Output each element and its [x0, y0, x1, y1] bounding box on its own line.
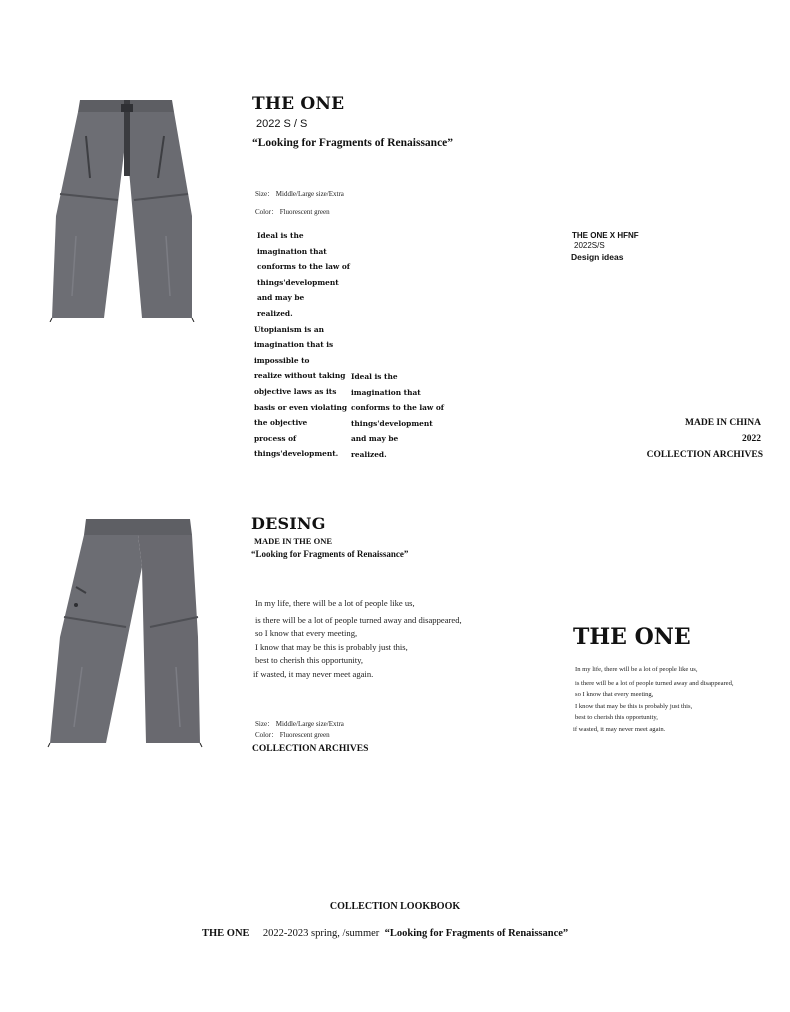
poem-block	[255, 597, 462, 682]
text-line: Utopianism is an	[254, 324, 324, 334]
text-line: things'development.	[254, 449, 339, 459]
made-in-the-one-label: MADE IN THE ONE	[254, 536, 333, 546]
text-line: things'development	[351, 418, 433, 428]
archives-label-2: COLLECTION ARCHIVES	[252, 744, 369, 754]
ideal-paragraph-right	[351, 369, 444, 463]
text-line: impossible to	[254, 355, 310, 365]
poem-line: I know that may be this is probably just this,	[575, 702, 693, 710]
brand-title: THE ONE	[252, 94, 345, 114]
poem-line: is there will be a lot of people turned away and disappeared,	[255, 614, 462, 625]
poem-line: if wasted, it may never meet again.	[573, 725, 666, 733]
pants-product-image-side	[46, 517, 204, 749]
text-line: realized.	[351, 449, 387, 459]
year-label: 2022	[742, 434, 761, 444]
design-title: DESING	[251, 514, 326, 533]
text-line: imagination that is	[254, 340, 334, 350]
poem-line: best to cherish this opportunity,	[575, 714, 658, 722]
text-line: conforms to the law of	[257, 262, 350, 272]
pants-product-image-front	[46, 96, 198, 322]
color-line-2: Color： Fluorescent green	[255, 731, 330, 739]
text-line: things'development	[257, 277, 339, 287]
text-line: Ideal is the	[257, 231, 304, 240]
size-line: Size： Middle/Large size/Extra	[255, 190, 344, 198]
text-line: basis or even violating	[254, 402, 348, 412]
text-line: and may be	[351, 434, 399, 444]
footer-line	[202, 927, 568, 939]
text-line: the objective	[254, 418, 308, 428]
poem-line: In my life, there will be a lot of people like us,	[575, 666, 698, 673]
poem-block-small	[575, 664, 734, 736]
tagline: “Looking for Fragments of Renaissance”	[252, 137, 454, 149]
text-line: conforms to the law of	[351, 403, 444, 413]
footer-season: 2022-2023 spring, /summer	[262, 928, 380, 939]
text-line: realized.	[257, 308, 293, 318]
poem-line: so I know that every meeting,	[255, 628, 358, 639]
footer-brand: THE ONE	[202, 928, 250, 939]
text-line: and may be	[257, 293, 305, 303]
text-line: realize without taking	[254, 371, 346, 381]
lookbook-label: COLLECTION LOOKBOOK	[329, 901, 461, 912]
text-line: process of	[254, 433, 297, 443]
collab-subtitle: Design ideas	[571, 252, 624, 262]
footer-tagline: “Looking for Fragments of Renaissance”	[384, 928, 569, 939]
season-label: 2022 S / S	[256, 118, 308, 130]
poem-line: is there will be a lot of people turned away and disappeared,	[575, 679, 734, 687]
poem-line: best to cherish this opportunity,	[255, 655, 364, 666]
poem-line: In my life, there will be a lot of people like us,	[255, 598, 415, 608]
poem-line: I know that may be this is probably just this,	[255, 641, 408, 652]
big-brand-title: THE ONE	[573, 624, 691, 650]
made-in-label: MADE IN CHINA	[685, 418, 761, 428]
poem-line: so I know that every meeting,	[575, 691, 654, 699]
size-line-2: Size： Middle/Large size/Extra	[255, 720, 344, 728]
collab-season: 2022S/S	[574, 241, 605, 250]
text-line: objective laws as its	[254, 386, 337, 396]
poem-line: if wasted, it may never meet again.	[253, 668, 374, 679]
archives-label: COLLECTION ARCHIVES	[646, 450, 763, 460]
tagline-2: “Looking for Fragments of Renaissance”	[251, 549, 409, 559]
collab-title: THE ONE X HFNF	[572, 231, 639, 240]
ideal-paragraph-left	[254, 228, 350, 462]
text-line: imagination that	[257, 246, 327, 256]
text-line: Ideal is the	[351, 372, 398, 381]
color-line: Color： Fluorescent green	[255, 208, 330, 216]
text-line: imagination that	[351, 387, 421, 397]
